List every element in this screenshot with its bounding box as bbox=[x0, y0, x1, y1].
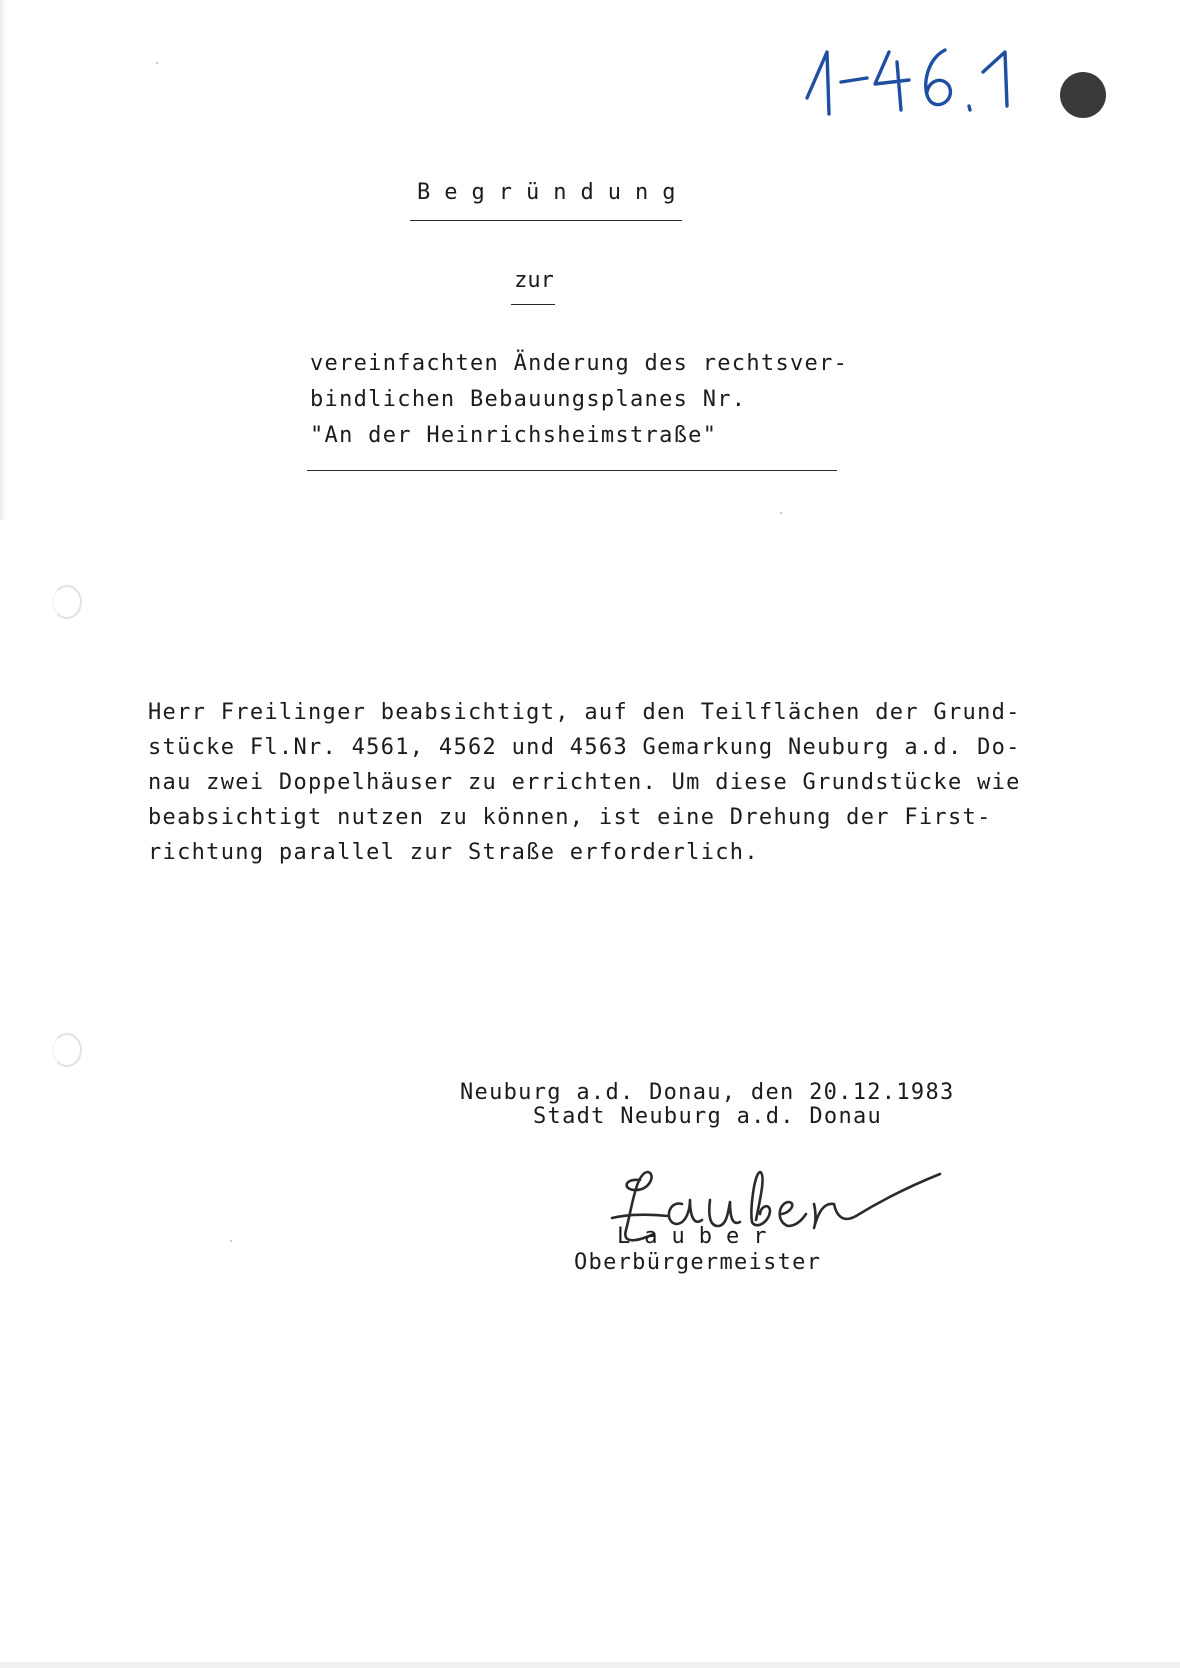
subject-block bbox=[310, 346, 848, 454]
scan-bottom-edge bbox=[0, 1662, 1180, 1668]
title-underline bbox=[410, 220, 682, 221]
subject-line: "An der Heinrichsheimstraße" bbox=[310, 423, 718, 448]
filing-dot-mark bbox=[1060, 72, 1106, 118]
handwritten-archive-number bbox=[805, 40, 1035, 120]
subject-line: vereinfachten Änderung des rechtsver- bbox=[310, 351, 849, 376]
connector-underline bbox=[511, 304, 555, 305]
subject-line: bindlichen Bebauungsplanes Nr. bbox=[310, 387, 747, 412]
place-and-date: Neuburg a.d. Donau, den 20.12.1983 bbox=[460, 1080, 955, 1105]
body-line: nau zwei Doppelhäuser zu errichten. Um diese Grundstücke wie bbox=[148, 770, 1021, 795]
document-title: Begründung bbox=[417, 180, 690, 205]
body-line: Herr Freilinger beabsichtigt, auf den Teilflächen der Grund- bbox=[148, 700, 1021, 725]
signer-name: Lauber bbox=[617, 1224, 781, 1249]
scan-left-edge bbox=[0, 0, 6, 520]
body-line: stücke Fl.Nr. 4561, 4562 und 4563 Gemarkung Neuburg a.d. Do- bbox=[148, 735, 1021, 760]
scan-speck bbox=[230, 1240, 232, 1242]
body-line: beabsichtigt nutzen zu können, ist eine Drehung der First- bbox=[148, 805, 992, 830]
punch-hole-bottom bbox=[52, 1033, 82, 1067]
signer-title: Oberbürgermeister bbox=[574, 1250, 822, 1275]
punch-hole-top bbox=[52, 585, 82, 619]
scan-speck bbox=[780, 512, 782, 514]
scan-speck bbox=[156, 62, 158, 64]
body-paragraph bbox=[148, 695, 1021, 870]
subject-underline bbox=[307, 470, 837, 471]
body-line: richtung parallel zur Straße erforderlich. bbox=[148, 840, 759, 865]
title-connector: zur bbox=[514, 268, 554, 293]
issuing-authority: Stadt Neuburg a.d. Donau bbox=[533, 1104, 883, 1129]
